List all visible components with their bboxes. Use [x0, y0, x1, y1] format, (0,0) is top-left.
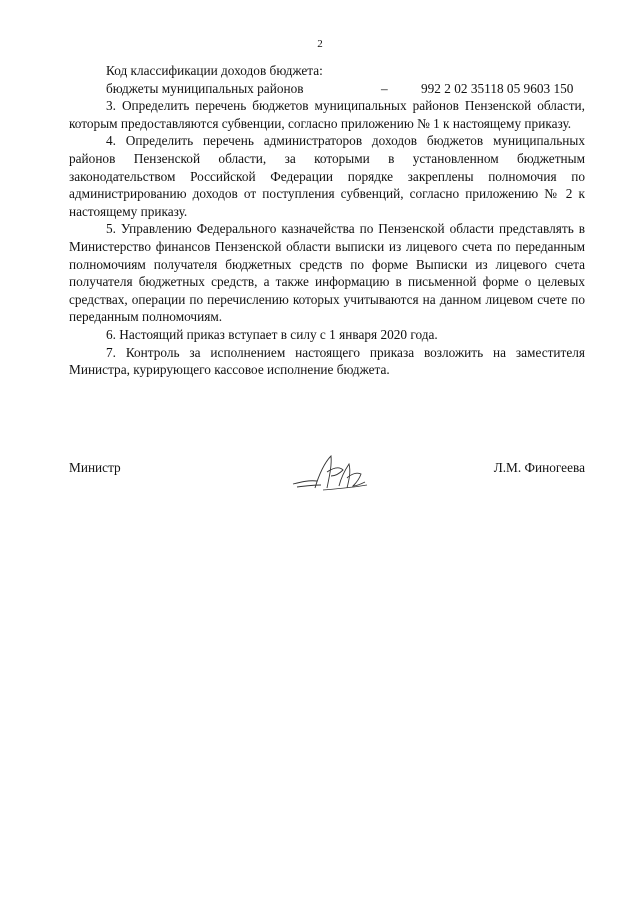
code-heading: Код классификации доходов бюджета:: [106, 63, 323, 78]
paragraph-5: 5. Управлению Федерального казначейства по Пензенской области представлять в Министерство финансов Пензенской области выписки из лицевого счета по переданным полномочиям получателя бюджетных средств по форме Выписки из лицевого счета получателя бюджетных средств, а также информацию в письменной форме о целевых средствах, операции по перечислению которых учитываются на данном лицевом счете по переданным полномочиям.: [69, 221, 585, 325]
paragraph-3: 3. Определить перечень бюджетов муниципальных районов Пензенской области, которым предоставляются субвенции, согласно приложению № 1 к настоящему приказу.: [69, 98, 585, 131]
code-line: [106, 80, 585, 98]
paragraph-4: 4. Определить перечень администраторов доходов бюджетов муниципальных районов Пензенской области, за которыми в установленном бюджетным законодательством Российской Федерации порядке закреплены полномочия по администрированию доходов от поступления субвенций, согласно приложению № 2 к настоящему приказу.: [69, 133, 585, 219]
paragraph-7: 7. Контроль за исполнением настоящего приказа возложить на заместителя Министра, курирующего кассовое исполнение бюджета.: [69, 344, 585, 378]
page-number: 2: [317, 38, 323, 50]
code-label: бюджеты муниципальных районов: [106, 80, 304, 96]
classification-code-block: [106, 62, 585, 97]
code-value: 992 2 02 35118 05 9603 150: [421, 80, 574, 96]
code-dash: –: [381, 80, 388, 96]
signatory-title: Министр: [69, 460, 121, 475]
signatory-name: Л.М. Финогеева: [493, 460, 585, 475]
handwritten-signature: [287, 452, 377, 496]
document-body: [69, 62, 585, 379]
signature-block: [69, 456, 585, 516]
paragraph-6: 6. Настоящий приказ вступает в силу с 1 января 2020 года.: [106, 326, 438, 342]
